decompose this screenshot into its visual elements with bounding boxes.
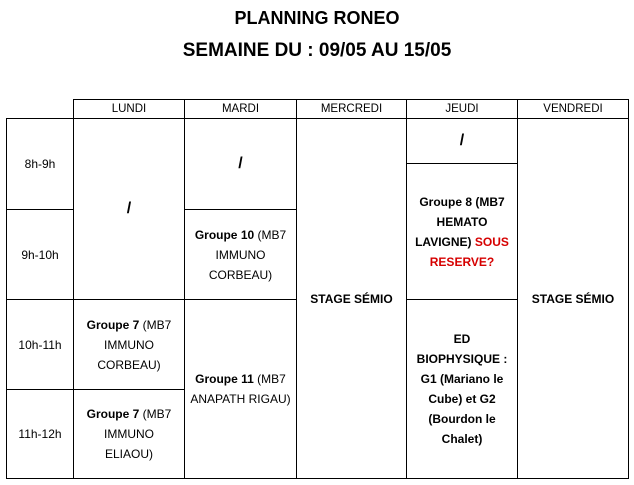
jeudi-9-10-group: Groupe 8 (MB7 HEMATO LAVIGNE) — [415, 194, 505, 249]
lundi-11-12-detail: (MB7 IMMUNO ELIAOU) — [104, 407, 172, 461]
mardi-9-10-group: Groupe 10 — [194, 227, 255, 242]
lundi-10-11-group: Groupe 7 — [86, 317, 140, 332]
jeudi-10-12-cell: ED BIOPHYSIQUE : G1 (Mariano le Cube) et G2 (Bourdon le Chalet) — [416, 332, 508, 446]
jeudi-9-10-warning: SOUS RESERVE? — [429, 234, 509, 269]
lundi-11-12-group: Groupe 7 — [86, 407, 140, 421]
mardi-10-12-group: Groupe 11 — [195, 372, 254, 386]
mardi-8-9-slash: / — [238, 155, 243, 172]
header-lundi: LUNDI — [111, 103, 147, 115]
mercredi-stage: STAGE SÉMIO — [310, 291, 393, 306]
mardi-10-12-detail: (MB7 ANAPATH RIGAU) — [190, 372, 291, 406]
hour-11-12: 11h-12h — [18, 427, 62, 441]
hour-8-9: 8h-9h — [24, 157, 56, 171]
vendredi-stage: STAGE SÉMIO — [531, 291, 615, 306]
page-subtitle: SEMAINE DU : 09/05 AU 15/05 — [182, 40, 452, 61]
lundi-8-10-slash: / — [126, 200, 132, 217]
lundi-11-12-cell — [74, 390, 184, 478]
mardi-9-10-detail: (MB7 IMMUNO CORBEAU) — [208, 227, 287, 282]
header-vendredi: VENDREDI — [543, 103, 603, 115]
jeudi-9-10-cell — [407, 164, 517, 299]
mardi-10-12-cell — [185, 300, 296, 478]
page-title: PLANNING RONEO — [234, 8, 400, 28]
mardi-9-10-cell — [185, 210, 296, 299]
lundi-10-11-detail: (MB7 IMMUNO CORBEAU) — [97, 317, 172, 372]
header-jeudi: JEUDI — [445, 103, 479, 115]
hour-9-10: 9h-10h — [21, 247, 59, 262]
lundi-10-11-cell — [74, 300, 184, 389]
header-mardi: MARDI — [221, 103, 260, 115]
hour-10-11: 10h-11h — [18, 337, 62, 352]
header-mercredi: MERCREDI — [320, 103, 383, 115]
jeudi-8-slash: / — [459, 132, 465, 149]
